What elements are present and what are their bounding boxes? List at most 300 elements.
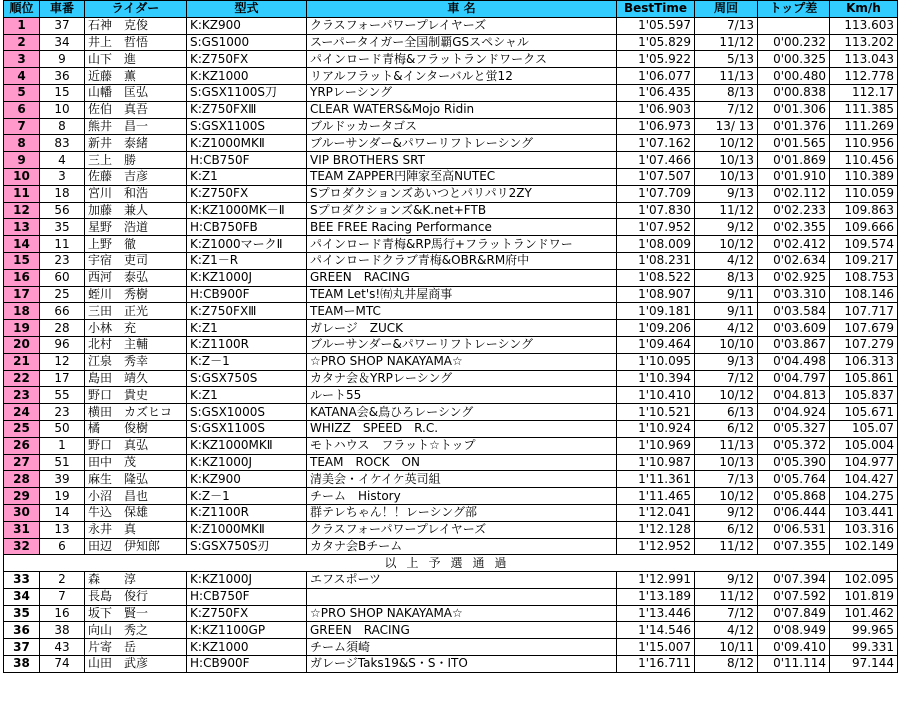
cell-no: 28 — [40, 320, 85, 337]
cell-team: ブルーサンダー&パワーリフトレーシング — [307, 336, 617, 353]
cell-rider: 近藤 薫 — [85, 68, 187, 85]
cell-rider: 牛込 保雄 — [85, 504, 187, 521]
cell-pos: 24 — [4, 404, 40, 421]
cell-team: パインロード青梅&RP馬行+フラットランドワー — [307, 236, 617, 253]
cell-kmh: 109.574 — [830, 236, 898, 253]
cell-kmh: 99.331 — [830, 639, 898, 656]
cell-best: 1'06.903 — [617, 101, 695, 118]
cell-gap: 0'05.868 — [758, 488, 830, 505]
cell-no: 39 — [40, 471, 85, 488]
cell-pos: 1 — [4, 17, 40, 34]
cell-type: H:CB750FB — [187, 219, 307, 236]
cell-lap: 7/12 — [695, 101, 758, 118]
cell-team: ルート55 — [307, 387, 617, 404]
cell-best: 1'12.991 — [617, 572, 695, 589]
cell-rider: 上野 徹 — [85, 236, 187, 253]
cell-team: VIP BROTHERS SRT — [307, 152, 617, 169]
table-row — [4, 236, 898, 253]
cell-type: H:CB750F — [187, 152, 307, 169]
cell-pos: 23 — [4, 387, 40, 404]
cell-team: Sプロダクションズあいつとパリパリ2ZY — [307, 185, 617, 202]
cell-lap: 13/ 13 — [695, 118, 758, 135]
cell-no: 60 — [40, 269, 85, 286]
cell-best: 1'09.181 — [617, 303, 695, 320]
cell-no: 50 — [40, 420, 85, 437]
results-body — [4, 17, 898, 672]
cell-rider: 麻生 隆弘 — [85, 471, 187, 488]
table-row — [4, 303, 898, 320]
cell-lap: 6/12 — [695, 420, 758, 437]
cell-gap: 0'02.412 — [758, 236, 830, 253]
cell-gap: 0'08.949 — [758, 622, 830, 639]
table-row — [4, 269, 898, 286]
cell-kmh: 105.861 — [830, 370, 898, 387]
cell-pos: 12 — [4, 202, 40, 219]
cell-gap: 0'00.232 — [758, 34, 830, 51]
cell-no: 13 — [40, 521, 85, 538]
cell-lap: 9/11 — [695, 303, 758, 320]
cell-lap: 9/12 — [695, 504, 758, 521]
cell-lap: 10/10 — [695, 336, 758, 353]
cell-pos: 13 — [4, 219, 40, 236]
cell-rider: 長島 俊行 — [85, 588, 187, 605]
header-pos: 順位 — [4, 1, 40, 18]
results-table — [3, 0, 898, 673]
cell-team: ☆PRO SHOP NAKAYAMA☆ — [307, 353, 617, 370]
cell-rider: 野口 貴史 — [85, 387, 187, 404]
cell-no: 18 — [40, 185, 85, 202]
cell-no: 4 — [40, 152, 85, 169]
cell-gap: 0'11.114 — [758, 656, 830, 673]
cell-no: 16 — [40, 605, 85, 622]
cell-team: ブルドッカータゴス — [307, 118, 617, 135]
cell-no: 55 — [40, 387, 85, 404]
cell-gap: 0'02.233 — [758, 202, 830, 219]
cell-pos: 6 — [4, 101, 40, 118]
cell-team: チーム History — [307, 488, 617, 505]
cell-rider: 田辺 伊知郎 — [85, 538, 187, 555]
table-row — [4, 404, 898, 421]
cell-rider: 宮川 和浩 — [85, 185, 187, 202]
table-row — [4, 504, 898, 521]
cell-pos: 3 — [4, 51, 40, 68]
cell-best: 1'07.830 — [617, 202, 695, 219]
cell-team: クラスフォーパワープレイヤーズ — [307, 17, 617, 34]
cell-gap: 0'00.838 — [758, 84, 830, 101]
cell-lap: 10/12 — [695, 135, 758, 152]
cell-gap: 0'09.410 — [758, 639, 830, 656]
cell-no: 15 — [40, 84, 85, 101]
cell-no: 36 — [40, 68, 85, 85]
table-row — [4, 656, 898, 673]
cell-gap: 0'03.310 — [758, 286, 830, 303]
table-row — [4, 185, 898, 202]
header-gap: トップ差 — [758, 1, 830, 18]
cell-type: K:Z－1 — [187, 353, 307, 370]
cell-lap: 10/12 — [695, 488, 758, 505]
cell-pos: 18 — [4, 303, 40, 320]
cell-kmh: 109.863 — [830, 202, 898, 219]
cell-pos: 10 — [4, 168, 40, 185]
cell-no: 23 — [40, 252, 85, 269]
cell-no: 19 — [40, 488, 85, 505]
cell-gap: 0'01.306 — [758, 101, 830, 118]
cell-best: 1'09.206 — [617, 320, 695, 337]
cell-team: ガレージTaks19&S・S・ITO — [307, 656, 617, 673]
cell-type: S:GSX750S — [187, 370, 307, 387]
table-row — [4, 336, 898, 353]
cell-best: 1'08.522 — [617, 269, 695, 286]
cell-pos: 35 — [4, 605, 40, 622]
header-type: 型式 — [187, 1, 307, 18]
cell-pos: 21 — [4, 353, 40, 370]
cell-no: 34 — [40, 34, 85, 51]
cell-type: K:KZ1100GP — [187, 622, 307, 639]
cell-lap: 5/13 — [695, 51, 758, 68]
cell-rider: 三上 勝 — [85, 152, 187, 169]
table-row — [4, 353, 898, 370]
cell-pos: 8 — [4, 135, 40, 152]
cell-rider: 江泉 秀幸 — [85, 353, 187, 370]
cell-type: K:Z1－R — [187, 252, 307, 269]
cell-team: クラスフォーパワープレイヤーズ — [307, 521, 617, 538]
cell-rider: 西河 泰弘 — [85, 269, 187, 286]
cell-type: K:Z1 — [187, 168, 307, 185]
cell-rider: 蛭川 秀樹 — [85, 286, 187, 303]
table-row — [4, 68, 898, 85]
cell-lap: 11/12 — [695, 34, 758, 51]
cell-lap: 9/12 — [695, 572, 758, 589]
cell-no: 37 — [40, 17, 85, 34]
cell-team: BEE FREE Racing Performance — [307, 219, 617, 236]
cell-best: 1'06.077 — [617, 68, 695, 85]
cell-team: モトハウス フラット☆トップ — [307, 437, 617, 454]
cell-kmh: 110.456 — [830, 152, 898, 169]
header-best: BestTime — [617, 1, 695, 18]
cell-no: 11 — [40, 236, 85, 253]
cell-type: K:KZ1000J — [187, 269, 307, 286]
cell-pos: 28 — [4, 471, 40, 488]
cell-best: 1'10.410 — [617, 387, 695, 404]
cell-kmh: 110.956 — [830, 135, 898, 152]
cell-best: 1'07.952 — [617, 219, 695, 236]
cell-no: 6 — [40, 538, 85, 555]
cell-type: K:KZ1000MK－Ⅱ — [187, 202, 307, 219]
cell-no: 7 — [40, 588, 85, 605]
cell-rider: 井上 哲悟 — [85, 34, 187, 51]
cell-no: 10 — [40, 101, 85, 118]
cell-gap: 0'07.592 — [758, 588, 830, 605]
table-row — [4, 84, 898, 101]
cell-best: 1'10.394 — [617, 370, 695, 387]
cell-rider: 佐藤 吉彦 — [85, 168, 187, 185]
cell-rider: 加藤 兼人 — [85, 202, 187, 219]
cell-type: K:KZ1000 — [187, 639, 307, 656]
cell-pos: 31 — [4, 521, 40, 538]
cell-pos: 29 — [4, 488, 40, 505]
table-row — [4, 454, 898, 471]
cell-lap: 7/12 — [695, 605, 758, 622]
cell-team: TEAM ZAPPER円陣家至高NUTEC — [307, 168, 617, 185]
cell-gap: 0'02.355 — [758, 219, 830, 236]
cell-best: 1'07.709 — [617, 185, 695, 202]
cell-team: チーム須崎 — [307, 639, 617, 656]
cell-no: 3 — [40, 168, 85, 185]
header-lap: 周回 — [695, 1, 758, 18]
cell-pos: 26 — [4, 437, 40, 454]
cell-best: 1'13.446 — [617, 605, 695, 622]
cell-pos: 20 — [4, 336, 40, 353]
cell-gap: 0'05.390 — [758, 454, 830, 471]
cell-type: K:KZ1000J — [187, 572, 307, 589]
cell-best: 1'12.952 — [617, 538, 695, 555]
cell-rider: 熊井 昌一 — [85, 118, 187, 135]
cell-pos: 4 — [4, 68, 40, 85]
header-row — [4, 1, 898, 18]
cell-lap: 10/12 — [695, 387, 758, 404]
cell-no: 9 — [40, 51, 85, 68]
cell-kmh: 109.666 — [830, 219, 898, 236]
cell-type: K:KZ900 — [187, 17, 307, 34]
cell-no: 23 — [40, 404, 85, 421]
cell-kmh: 109.217 — [830, 252, 898, 269]
cell-type: K:Z1 — [187, 320, 307, 337]
cell-lap: 9/13 — [695, 185, 758, 202]
cell-rider: 佐伯 真吾 — [85, 101, 187, 118]
cell-kmh: 106.313 — [830, 353, 898, 370]
cell-gap: 0'00.480 — [758, 68, 830, 85]
cell-rider: 山幡 匡弘 — [85, 84, 187, 101]
cell-pos: 25 — [4, 420, 40, 437]
cell-type: S:GSX750S刃 — [187, 538, 307, 555]
cell-type: H:CB900F — [187, 286, 307, 303]
cell-lap: 6/13 — [695, 404, 758, 421]
cell-pos: 34 — [4, 588, 40, 605]
cell-no: 1 — [40, 437, 85, 454]
cell-team: Sプロダクションズ&K.net+FTB — [307, 202, 617, 219]
cell-kmh: 112.778 — [830, 68, 898, 85]
cell-best: 1'12.041 — [617, 504, 695, 521]
cell-type: S:GSX1100S — [187, 118, 307, 135]
cell-lap: 11/13 — [695, 437, 758, 454]
cell-best: 1'07.507 — [617, 168, 695, 185]
cell-type: H:CB750F — [187, 588, 307, 605]
cell-lap: 10/11 — [695, 639, 758, 656]
cell-best: 1'08.231 — [617, 252, 695, 269]
cell-no: 74 — [40, 656, 85, 673]
cell-team: ブルーサンダー&パワーリフトレーシング — [307, 135, 617, 152]
table-row — [4, 252, 898, 269]
cell-pos: 32 — [4, 538, 40, 555]
qualifying-separator-text: 以上予選通過 — [4, 555, 898, 572]
cell-lap: 8/13 — [695, 269, 758, 286]
cell-type: K:Z750FXⅢ — [187, 303, 307, 320]
qualifying-separator-row — [4, 555, 898, 572]
cell-team: リアルフラット&インターバルと蛍12 — [307, 68, 617, 85]
cell-team: エフスポーツ — [307, 572, 617, 589]
cell-best: 1'13.189 — [617, 588, 695, 605]
cell-pos: 2 — [4, 34, 40, 51]
cell-type: K:Z750FX — [187, 605, 307, 622]
header-no: 車番 — [40, 1, 85, 18]
cell-gap: 0'05.372 — [758, 437, 830, 454]
cell-gap: 0'01.910 — [758, 168, 830, 185]
cell-kmh: 107.279 — [830, 336, 898, 353]
cell-gap: 0'03.584 — [758, 303, 830, 320]
cell-gap: 0'05.764 — [758, 471, 830, 488]
cell-type: K:Z1000MKⅡ — [187, 521, 307, 538]
cell-no: 14 — [40, 504, 85, 521]
cell-pos: 16 — [4, 269, 40, 286]
table-row — [4, 588, 898, 605]
cell-pos: 9 — [4, 152, 40, 169]
cell-no: 56 — [40, 202, 85, 219]
cell-lap: 8/13 — [695, 84, 758, 101]
cell-no: 51 — [40, 454, 85, 471]
cell-pos: 37 — [4, 639, 40, 656]
cell-type: K:Z1100R — [187, 336, 307, 353]
cell-lap: 9/12 — [695, 219, 758, 236]
cell-pos: 5 — [4, 84, 40, 101]
cell-type: K:Z750FX — [187, 51, 307, 68]
cell-best: 1'10.521 — [617, 404, 695, 421]
table-row — [4, 202, 898, 219]
cell-pos: 38 — [4, 656, 40, 673]
cell-team: パインロード青梅&フラットランドワークス — [307, 51, 617, 68]
cell-rider: 小林 充 — [85, 320, 187, 337]
cell-rider: 野口 真弘 — [85, 437, 187, 454]
cell-lap: 11/12 — [695, 538, 758, 555]
cell-best: 1'10.969 — [617, 437, 695, 454]
cell-lap: 4/12 — [695, 320, 758, 337]
cell-type: K:Z1000マークⅡ — [187, 236, 307, 253]
table-row — [4, 605, 898, 622]
cell-rider: 石神 克俊 — [85, 17, 187, 34]
cell-no: 43 — [40, 639, 85, 656]
cell-lap: 11/12 — [695, 202, 758, 219]
table-row — [4, 17, 898, 34]
cell-kmh: 102.095 — [830, 572, 898, 589]
table-row — [4, 152, 898, 169]
cell-best: 1'16.711 — [617, 656, 695, 673]
cell-gap: 0'04.813 — [758, 387, 830, 404]
cell-gap: 0'01.565 — [758, 135, 830, 152]
results-table-container — [3, 0, 898, 673]
cell-kmh: 101.462 — [830, 605, 898, 622]
cell-best: 1'06.973 — [617, 118, 695, 135]
cell-no: 35 — [40, 219, 85, 236]
cell-pos: 36 — [4, 622, 40, 639]
cell-gap: 0'04.498 — [758, 353, 830, 370]
cell-best: 1'05.829 — [617, 34, 695, 51]
cell-pos: 33 — [4, 572, 40, 589]
cell-no: 25 — [40, 286, 85, 303]
cell-type: H:CB900F — [187, 656, 307, 673]
cell-team: YRPレーシング — [307, 84, 617, 101]
cell-rider: 片寄 岳 — [85, 639, 187, 656]
cell-rider: 山下 進 — [85, 51, 187, 68]
cell-gap: 0'03.609 — [758, 320, 830, 337]
table-row — [4, 320, 898, 337]
cell-kmh: 111.385 — [830, 101, 898, 118]
table-row — [4, 488, 898, 505]
cell-no: 8 — [40, 118, 85, 135]
cell-gap: 0'05.327 — [758, 420, 830, 437]
cell-pos: 7 — [4, 118, 40, 135]
cell-lap: 9/13 — [695, 353, 758, 370]
cell-kmh: 105.671 — [830, 404, 898, 421]
cell-type: K:Z－1 — [187, 488, 307, 505]
cell-lap: 7/13 — [695, 471, 758, 488]
cell-kmh: 103.316 — [830, 521, 898, 538]
cell-type: K:Z750FX — [187, 185, 307, 202]
cell-gap: 0'07.355 — [758, 538, 830, 555]
cell-pos: 22 — [4, 370, 40, 387]
cell-team: ガレージ ZUCK — [307, 320, 617, 337]
cell-rider: 橘 俊樹 — [85, 420, 187, 437]
cell-team: TEAM ROCK ON — [307, 454, 617, 471]
cell-lap: 10/13 — [695, 152, 758, 169]
cell-gap: 0'01.869 — [758, 152, 830, 169]
cell-lap: 7/13 — [695, 17, 758, 34]
cell-lap: 4/12 — [695, 622, 758, 639]
cell-no: 66 — [40, 303, 85, 320]
cell-gap: 0'07.849 — [758, 605, 830, 622]
table-row — [4, 168, 898, 185]
cell-kmh: 104.977 — [830, 454, 898, 471]
cell-gap — [758, 17, 830, 34]
table-row — [4, 639, 898, 656]
cell-gap: 0'02.112 — [758, 185, 830, 202]
cell-kmh: 113.603 — [830, 17, 898, 34]
cell-gap: 0'02.925 — [758, 269, 830, 286]
cell-kmh: 99.965 — [830, 622, 898, 639]
header-team: 車 名 — [307, 1, 617, 18]
cell-lap: 10/12 — [695, 236, 758, 253]
cell-pos: 27 — [4, 454, 40, 471]
cell-rider: 小沼 昌也 — [85, 488, 187, 505]
cell-no: 96 — [40, 336, 85, 353]
table-row — [4, 51, 898, 68]
header-kmh: Km/h — [830, 1, 898, 18]
cell-team: 清美会・イケイケ英司組 — [307, 471, 617, 488]
cell-rider: 森 淳 — [85, 572, 187, 589]
cell-best: 1'11.361 — [617, 471, 695, 488]
cell-best: 1'08.907 — [617, 286, 695, 303]
cell-lap: 10/13 — [695, 168, 758, 185]
cell-kmh: 104.275 — [830, 488, 898, 505]
cell-gap: 0'04.924 — [758, 404, 830, 421]
cell-team: GREEN RACING — [307, 269, 617, 286]
table-row — [4, 420, 898, 437]
table-row — [4, 387, 898, 404]
cell-type: K:KZ900 — [187, 471, 307, 488]
cell-type: K:Z1000MKⅡ — [187, 135, 307, 152]
cell-best: 1'10.924 — [617, 420, 695, 437]
cell-type: S:GS1000 — [187, 34, 307, 51]
cell-rider: 島田 靖久 — [85, 370, 187, 387]
cell-kmh: 110.059 — [830, 185, 898, 202]
cell-team: カタナ会Bチーム — [307, 538, 617, 555]
cell-gap: 0'03.867 — [758, 336, 830, 353]
cell-gap: 0'02.634 — [758, 252, 830, 269]
cell-lap: 9/11 — [695, 286, 758, 303]
cell-pos: 19 — [4, 320, 40, 337]
cell-kmh: 108.146 — [830, 286, 898, 303]
cell-no: 17 — [40, 370, 85, 387]
cell-kmh: 105.004 — [830, 437, 898, 454]
cell-type: S:GSX1100S刀 — [187, 84, 307, 101]
